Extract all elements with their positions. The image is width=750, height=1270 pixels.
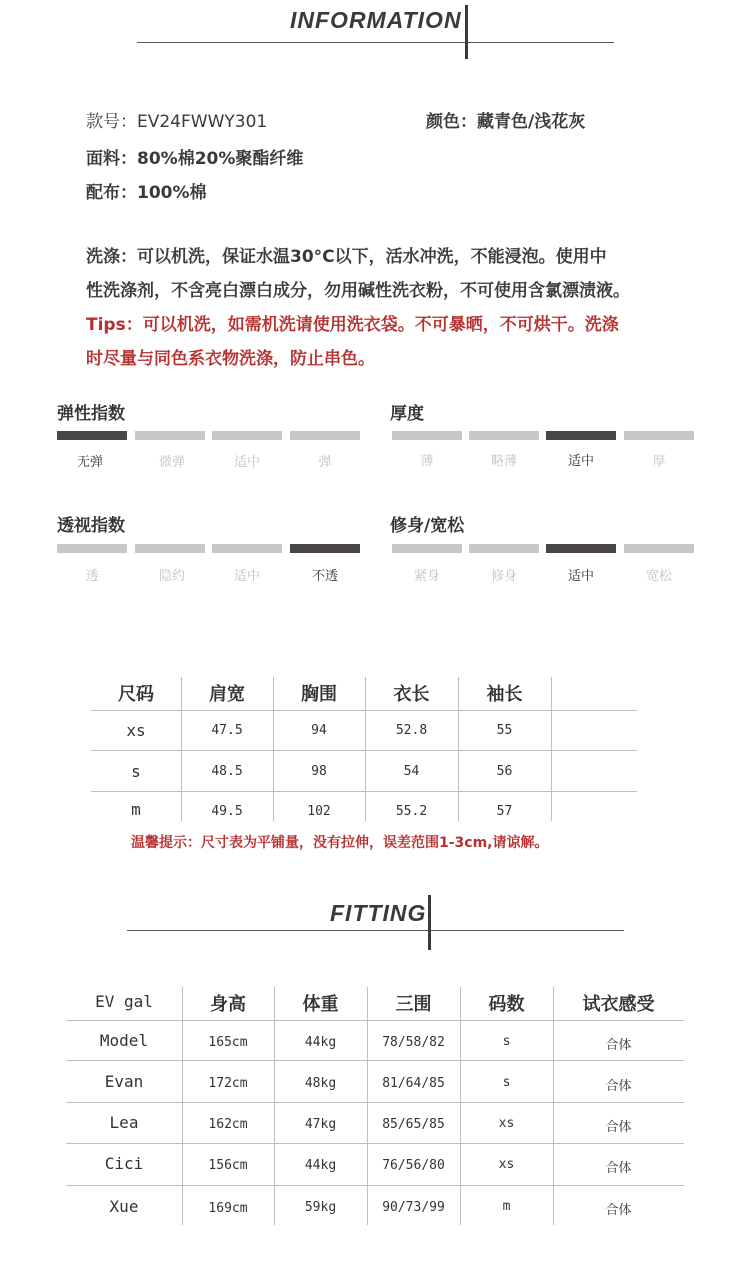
- scale-label: 微弹: [158, 455, 185, 470]
- style-number: [86, 107, 267, 132]
- scale-label: 透: [85, 569, 99, 584]
- scale-segment: [135, 431, 205, 440]
- fitting-cell: 合体: [605, 1038, 632, 1053]
- fitting-cell: 81/64/85: [382, 1076, 445, 1091]
- size-cell: 56: [496, 764, 513, 779]
- size-cell: 52.8: [395, 723, 428, 738]
- tips-line: 时尽量与同色系衣物洗涤，防止串色。: [86, 349, 375, 369]
- fitting-header-cell: 三围: [395, 994, 432, 1015]
- scale-segment: [290, 431, 360, 440]
- fitting-cell: 169cm: [208, 1201, 248, 1216]
- scale-segment: [469, 544, 539, 553]
- style-number-label: 款号：: [86, 112, 137, 132]
- scale-label: 适中: [233, 569, 260, 584]
- fitting-cell: s: [502, 1034, 511, 1049]
- fitting-header-cell: 码数: [488, 994, 525, 1015]
- fitting-cell: Cici: [104, 1154, 144, 1173]
- information-divider: [137, 42, 614, 43]
- fitting-header-cell: 体重: [302, 994, 339, 1015]
- scale-segment: [57, 544, 127, 553]
- fitting-cell: 85/65/85: [382, 1117, 445, 1132]
- fitting-cell: 合体: [605, 1161, 632, 1176]
- size-cell: s: [131, 762, 141, 781]
- scale-title-thickness: 厚度: [390, 404, 424, 424]
- information-title: INFORMATION: [290, 7, 462, 33]
- scale-segment: [57, 431, 127, 440]
- color-label: 颜色：: [426, 112, 477, 132]
- size-header-cell: 肩宽: [209, 684, 245, 705]
- size-header-cell: 胸围: [301, 684, 337, 705]
- table-col-divider: [274, 987, 275, 1225]
- scale-segment: [469, 431, 539, 440]
- size-cell: 55.2: [395, 804, 428, 819]
- scale-segment: [624, 431, 694, 440]
- lining-value: 100%棉: [137, 183, 207, 203]
- scale-title-elasticity: 弹性指数: [57, 404, 125, 424]
- fitting-cell: 合体: [605, 1120, 632, 1135]
- fitting-cell: 156cm: [208, 1158, 248, 1173]
- size-header-cell: 衣长: [393, 684, 430, 705]
- scale-segment: [135, 544, 205, 553]
- scale-segment: [290, 544, 360, 553]
- size-cell: 94: [311, 723, 327, 738]
- wash-line: 洗涤：可以机洗，保证水温30°C以下，活水冲洗，不能浸泡。使用中: [86, 247, 607, 267]
- table-col-divider: [460, 987, 461, 1225]
- fitting-cell: xs: [498, 1157, 515, 1172]
- fitting-cell: 162cm: [208, 1117, 248, 1132]
- table-row-divider: [66, 1060, 684, 1061]
- table-col-divider: [182, 987, 183, 1225]
- scale-label: 无弹: [76, 455, 103, 470]
- scale-segment: [212, 544, 282, 553]
- table-col-divider: [551, 677, 552, 821]
- size-cell: 102: [307, 804, 331, 819]
- fitting-cell: 47kg: [304, 1117, 337, 1132]
- size-header-cell: 袖长: [486, 684, 523, 705]
- table-col-divider: [553, 987, 554, 1225]
- style-number-value: EV24FWWY301: [137, 112, 268, 132]
- fitting-cell: 165cm: [208, 1035, 248, 1050]
- table-row-divider: [91, 791, 637, 792]
- table-row-divider: [66, 1020, 684, 1021]
- scale-label: 薄: [420, 454, 434, 469]
- scale-label: 适中: [233, 455, 260, 470]
- scale-segment: [624, 544, 694, 553]
- size-header-cell: 尺码: [118, 684, 154, 705]
- fitting-title: FITTING: [330, 900, 427, 926]
- scale-label: 略薄: [490, 454, 517, 469]
- fitting-header-cell: 身高: [210, 994, 246, 1015]
- tips-line: Tips：可以机洗，如需机洗请使用洗衣袋。不可暴晒，不可烘干。洗涤: [86, 315, 619, 335]
- color-info: [426, 107, 585, 132]
- lining-label: 配布：: [86, 183, 137, 203]
- table-row-divider: [66, 1102, 684, 1103]
- table-row-divider: [91, 750, 637, 751]
- fitting-cell: 44kg: [304, 1158, 337, 1173]
- scale-label: 弹: [318, 455, 332, 470]
- fitting-cell: 59kg: [304, 1200, 337, 1215]
- fitting-cell: Lea: [109, 1113, 139, 1132]
- size-cell: 57: [496, 804, 513, 819]
- scale-label: 修身: [490, 569, 517, 584]
- table-row-divider: [66, 1185, 684, 1186]
- size-cell: 98: [311, 764, 327, 779]
- color-value: 藏青色/浅花灰: [477, 112, 586, 132]
- lining-info: [86, 178, 207, 203]
- table-row-divider: [91, 710, 637, 711]
- fitting-cell: xs: [498, 1116, 515, 1131]
- scale-title-fit: 修身/宽松: [390, 516, 465, 536]
- size-table-note: 温馨提示：尺寸表为平铺量，没有拉伸，误差范围1-3cm,请谅解。: [131, 835, 549, 851]
- scale-label: 适中: [567, 569, 594, 584]
- size-cell: 49.5: [211, 804, 243, 819]
- fitting-accent-bar: [428, 895, 431, 950]
- fabric-label: 面料：: [86, 149, 137, 169]
- fitting-cell: 76/56/80: [382, 1158, 445, 1173]
- fabric-value: 80%棉20%聚酯纤维: [137, 149, 304, 169]
- care-instructions: [86, 240, 716, 376]
- size-cell: 54: [403, 764, 420, 779]
- fitting-cell: Xue: [109, 1197, 139, 1216]
- size-cell: 47.5: [211, 723, 243, 738]
- scale-segment: [546, 431, 616, 440]
- scale-label: 宽松: [645, 569, 672, 584]
- fitting-cell: Evan: [104, 1072, 144, 1091]
- scale-label: 不透: [311, 569, 338, 584]
- fitting-cell: Model: [99, 1031, 149, 1050]
- fitting-cell: 48kg: [304, 1076, 337, 1091]
- fabric-info: [86, 144, 303, 169]
- information-accent-bar: [465, 5, 468, 59]
- fitting-cell: 合体: [605, 1203, 632, 1218]
- scale-title-transparency: 透视指数: [57, 516, 125, 536]
- fitting-cell: s: [502, 1075, 511, 1090]
- size-cell: 48.5: [211, 764, 243, 779]
- size-cell: xs: [126, 721, 146, 740]
- fitting-header-cell: EV gal: [95, 992, 153, 1011]
- fitting-divider: [127, 930, 624, 931]
- fitting-cell: 78/58/82: [382, 1035, 445, 1050]
- scale-label: 适中: [567, 454, 594, 469]
- scale-segment: [546, 544, 616, 553]
- scale-label: 隐约: [158, 569, 185, 584]
- scale-segment: [212, 431, 282, 440]
- size-cell: m: [131, 800, 141, 819]
- fitting-cell: m: [502, 1199, 511, 1214]
- table-row-divider: [66, 1143, 684, 1144]
- scale-segment: [392, 544, 462, 553]
- fitting-cell: 合体: [605, 1079, 632, 1094]
- scale-segment: [392, 431, 462, 440]
- table-col-divider: [367, 987, 368, 1225]
- size-cell: 55: [496, 723, 513, 738]
- scale-label: 厚: [652, 454, 666, 469]
- scale-label: 紧身: [413, 569, 440, 584]
- fitting-header-cell: 试衣感受: [582, 994, 655, 1015]
- wash-line: 性洗涤剂，不含亮白漂白成分，勿用碱性洗衣粉，不可使用含氯漂渍液。: [86, 281, 630, 301]
- fitting-cell: 172cm: [208, 1076, 248, 1091]
- fitting-cell: 44kg: [304, 1035, 337, 1050]
- fitting-cell: 90/73/99: [382, 1200, 445, 1215]
